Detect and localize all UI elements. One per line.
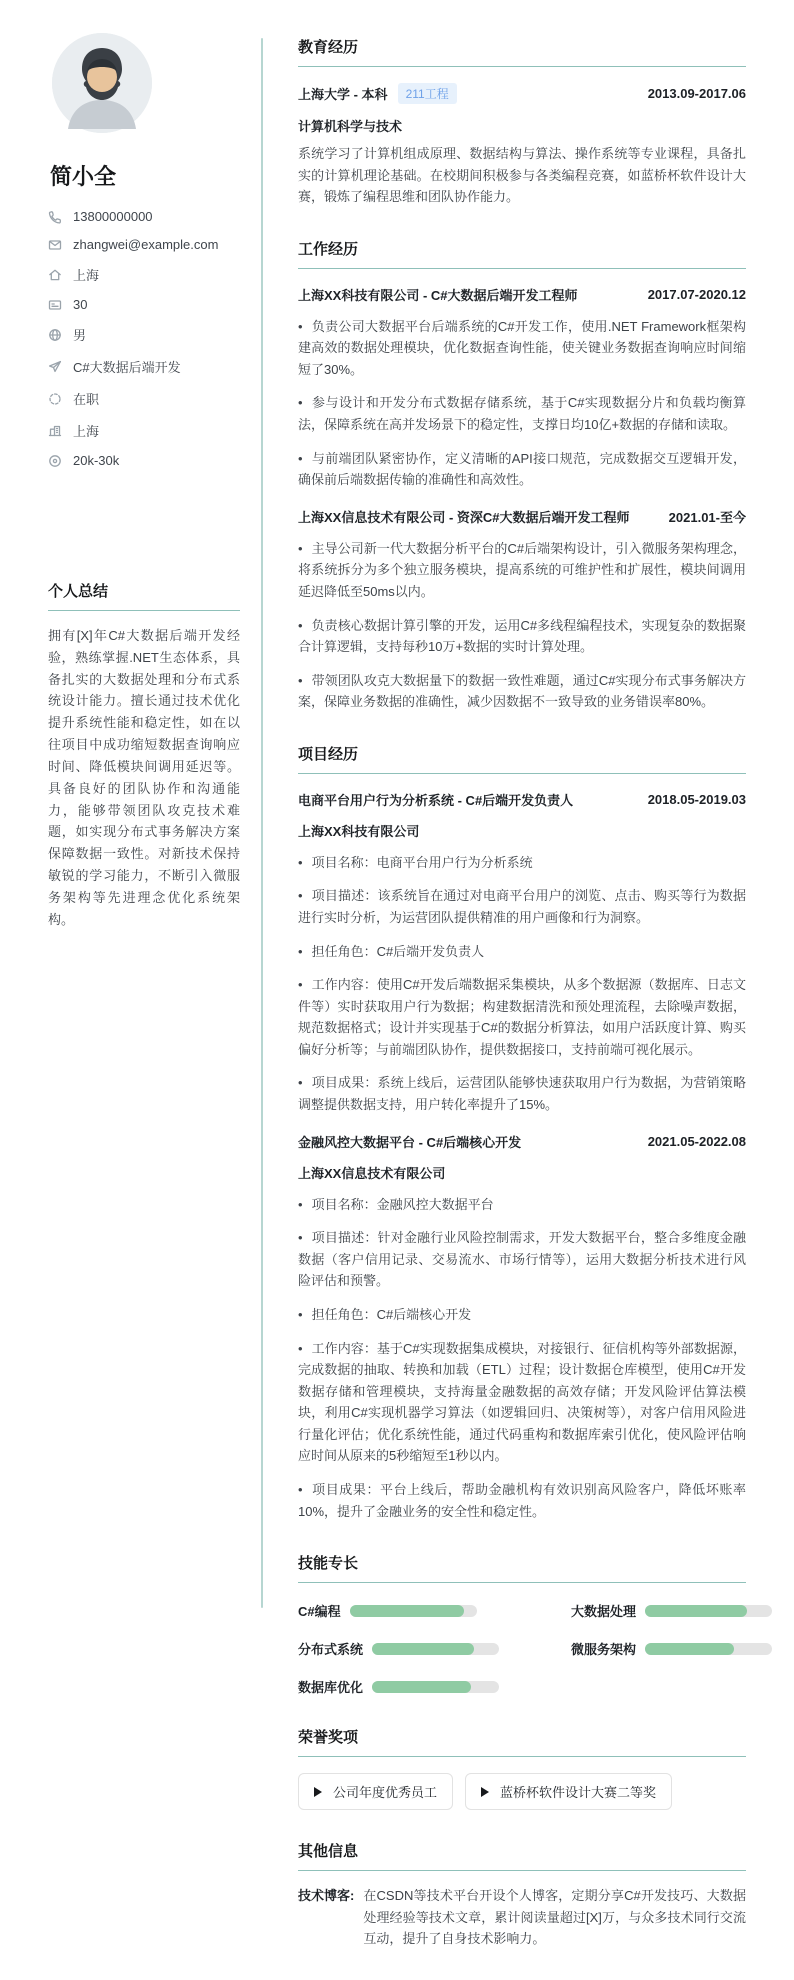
bullet-text: 项目描述：该系统旨在通过对电商平台用户的浏览、点击、购买等行为数据进行实时分析，为运营团队提供精准的用户画像和行为洞察。 [298,888,746,925]
skill-item [571,1601,772,1620]
project-bullets [298,852,746,1116]
contact-salary [48,453,240,468]
skill-bar-fill [372,1681,471,1693]
skill-bar-fill [350,1605,464,1617]
bullet-item [298,885,746,928]
other-info-text: 在CSDN等技术平台开设个人博客，定期分享C#开发技巧、大数据处理经验等技术文章，累计阅读量超过[X]万，与众多技术同行交流互动，提升了自身技术影响力。 [363,1888,746,1947]
education-entry [298,83,746,208]
contact-value: 上海 [73,268,100,283]
sidebar-divider-line [261,38,263,1608]
bullet-item [298,852,746,874]
sidebar [48,33,240,931]
bullet-dot-icon: • [298,1196,303,1212]
bullet-text: 工作内容：使用C#开发后端数据采集模块，从多个数据源（数据库、日志文件等）实时获取用户行为数据；构建数据清洗和预处理流程，去除噪声数据，规范数据格式；设计并实现基于C#的数据分析算法，如用户活跃度计算、购买偏好分析等；与前端团队协作，提供数据接口，支持前端可视化展示。 [298,977,746,1057]
skill-label: C#编程 [298,1604,341,1620]
education-major: 计算机科学与技术 [298,119,403,134]
bullet-item [298,615,746,658]
bullet-text: 带领团队攻克大数据量下的数据一致性难题，通过C#实现分布式事务解决方案，保障业务数据的准确性，减少因数据不一致导致的业务错误率80%。 [298,672,746,710]
job-date: 2017.07-2020.12 [647,286,746,302]
honor-badge[interactable] [298,1773,453,1810]
project-date: 2018.05-2019.03 [647,791,746,807]
project-entry [298,790,746,1116]
contact-job-intention [48,357,240,376]
bullet-text: 参与设计和开发分布式数据存储系统，基于C#实现数据分片和负载均衡算法，保障系统在高并发场景下的稳定性，支撑日均10亿+数据的存储和读取。 [298,395,746,433]
other-info-title: 其他信息 [298,1840,746,1871]
contact-age [48,297,240,312]
bullet-item [298,1338,746,1467]
section-honors [298,1726,746,1810]
avatar-photo-icon [52,33,152,133]
contact-value: zhangwei@example.com [73,237,219,252]
job-bullets [298,538,746,713]
section-personal-summary [48,580,240,931]
play-icon [314,1787,322,1797]
bullet-dot-icon: • [298,1075,303,1091]
section-other-info [298,1840,746,1950]
bullet-dot-icon: • [298,888,303,904]
bullet-item [298,1227,746,1292]
bullet-text: 工作内容：基于C#实现数据集成模块，对接银行、征信机构等外部数据源，完成数据的抽取、转换和加载（ETL）过程；设计数据仓库模型，使用C#开发数据存储和管理模块，支持海量金融数据的高效存储；开发风险评估算法模块，利用C#实现机器学习算法（如逻辑回归、决策树等），对客户信用风险进行量化评估；优化系统性能，通过代码重构和数据库索引优化，使风险评估响应时间从原来的5秒缩短至1秒以内。 [298,1340,746,1464]
other-info-row [298,1885,746,1950]
contact-job-status [48,389,240,408]
section-projects [298,743,746,1522]
skill-item [571,1639,772,1658]
work-title: 工作经历 [298,238,746,269]
section-education [298,36,746,208]
bullet-item [298,538,746,603]
contact-work-city [48,421,240,440]
skill-label: 微服务架构 [571,1642,637,1658]
section-work [298,238,746,713]
honors-title: 荣誉奖项 [298,1726,746,1757]
project-date: 2021.05-2022.08 [647,1133,746,1149]
bullet-dot-icon: • [298,318,303,334]
project-company: 上海XX科技有限公司 [298,823,420,839]
bullet-dot-icon: • [298,943,303,959]
bullet-dot-icon: • [298,617,303,633]
education-date: 2013.09-2017.06 [647,86,746,101]
project-heading: 金融风控大数据平台 - C#后端核心开发 [298,1134,522,1150]
bullet-dot-icon: • [298,977,303,993]
summary-title: 个人总结 [48,580,240,611]
contact-value: 男 [73,328,87,343]
education-entry-head [298,83,746,104]
mail-icon [48,238,62,252]
contact-value: 20k-30k [73,453,120,468]
globe-icon [48,328,62,342]
avatar [52,33,152,133]
bullet-item [298,1072,746,1115]
skill-item [298,1601,531,1620]
status-icon [48,392,62,406]
honor-list [298,1773,746,1810]
contact-phone [48,209,240,224]
bullet-text: 负责核心数据计算引擎的开发，运用C#多线程编程技术，实现复杂的数据聚合计算逻辑，支持每秒10万+数据的实时计算处理。 [298,617,746,655]
contact-gender [48,325,240,344]
school-badge: 211工程 [398,83,457,104]
id-card-icon [48,298,62,312]
skill-bar-fill [645,1605,747,1617]
skill-bar-fill [645,1643,734,1655]
bullet-item [298,941,746,963]
skills-grid [298,1601,746,1696]
work-entry [298,285,746,491]
skill-bar-track [372,1681,499,1693]
bullet-dot-icon: • [298,540,303,556]
honor-label: 公司年度优秀员工 [333,1785,438,1801]
job-date: 2021.01-至今 [668,509,746,525]
contact-value: 在职 [73,392,100,407]
skill-label: 大数据处理 [571,1604,637,1620]
job-heading: 上海XX信息技术有限公司 - 资深C#大数据后端开发工程师 [298,509,630,525]
skill-bar-track [645,1643,772,1655]
bullet-item [298,392,746,435]
bullet-text: 项目成果：平台上线后，帮助金融机构有效识别高风险客户，降低坏账率10%，提升了金融业务的安全性和稳定性。 [298,1481,746,1519]
bullet-dot-icon: • [298,450,303,466]
skill-label: 分布式系统 [298,1642,364,1658]
work-entry-head [298,507,746,526]
bullet-text: 项目名称：电商平台用户行为分析系统 [311,854,533,870]
skill-bar-track [372,1643,499,1655]
contact-value: C#大数据后端开发 [73,360,181,375]
honor-badge[interactable] [465,1773,672,1810]
bullet-text: 与前端团队紧密协作，定义清晰的API接口规范，完成数据交互逻辑开发，确保前后端数据传输的准确性和高效性。 [298,450,746,488]
project-entry-head [298,1132,746,1151]
bullet-text: 项目描述：针对金融行业风险控制需求，开发大数据平台，整合多维度金融数据（客户信用记录、交易流水、市场行情等），运用大数据分析技术进行风险评估和预警。 [298,1230,746,1289]
bullet-item [298,316,746,381]
candidate-name: 简小全 [50,164,117,189]
bullet-text: 项目名称：金融风控大数据平台 [311,1196,494,1212]
summary-text: 拥有[X]年C#大数据后端开发经验，熟练掌握.NET生态体系，具备扎实的大数据处理和分布式系统设计能力。擅长通过技术优化提升系统性能和稳定性，如在以往项目中成功缩短数据查询响应时间、降低模块间调用延迟等。具备良好的团队协作和沟通能力，能够带领团队攻克技术难题，如实现分布式事务解决方案保障数据一致性。对新技术保持敏锐的学习能力，不断引入微服务架构等先进理念优化系统架构。 [48,628,240,927]
bullet-item [298,670,746,713]
skill-bar-track [350,1605,477,1617]
work-entry-head [298,285,746,304]
project-entry [298,1132,746,1523]
skill-label: 数据库优化 [298,1680,364,1696]
bullet-dot-icon: • [298,1340,303,1356]
home-icon [48,268,62,282]
project-company: 上海XX信息技术有限公司 [298,1165,446,1181]
bullet-text: 担任角色：C#后端开发负责人 [311,943,485,959]
project-bullets [298,1194,746,1523]
bullet-item [298,448,746,491]
education-entry-left [298,83,457,104]
contact-value: 30 [73,297,88,312]
bullet-item [298,1194,746,1216]
skill-bar-fill [372,1643,474,1655]
job-heading: 上海XX科技有限公司 - C#大数据后端开发工程师 [298,287,578,303]
contact-hometown [48,265,240,284]
main-content [298,36,746,1980]
phone-icon [48,210,62,224]
send-icon [48,360,62,374]
other-info-label: 技术博客: [298,1888,355,1904]
work-entry [298,507,746,713]
contact-list [48,209,240,468]
bullet-dot-icon: • [298,1481,303,1497]
education-description: 系统学习了计算机组成原理、数据结构与算法、操作系统等专业课程，具备扎实的计算机理论基础。在校期间积极参与各类编程竞赛，如蓝桥杯软件设计大赛，锻炼了编程思维和团队协作能力。 [298,146,746,205]
bullet-text: 担任角色：C#后端核心开发 [311,1306,472,1322]
bullet-dot-icon: • [298,395,303,411]
project-entry-head [298,790,746,809]
bullet-dot-icon: • [298,1230,303,1246]
bullet-item [298,1304,746,1326]
bullet-text: 项目成果：系统上线后，运营团队能够快速获取用户行为数据，为营销策略调整提供数据支持，用户转化率提升了15%。 [298,1075,746,1113]
bullet-dot-icon: • [298,672,303,688]
projects-title: 项目经历 [298,743,746,774]
contact-value: 13800000000 [73,209,153,224]
contact-value: 上海 [73,424,100,439]
target-icon [48,454,62,468]
skills-title: 技能专长 [298,1552,746,1583]
bullet-dot-icon: • [298,854,303,870]
honor-label: 蓝桥杯软件设计大赛二等奖 [500,1785,657,1801]
bullet-dot-icon: • [298,1306,303,1322]
play-icon [481,1787,489,1797]
building-icon [48,424,62,438]
bullet-text: 主导公司新一代大数据分析平台的C#后端架构设计，引入微服务架构理念，将系统拆分为多个独立服务模块，提高系统的可维护性和扩展性，模块间调用延迟降低至50ms以内。 [298,540,746,599]
job-bullets [298,316,746,491]
skill-bar-track [645,1605,772,1617]
school-name: 上海大学 - 本科 [298,87,388,102]
skill-item [298,1677,531,1696]
bullet-item [298,1479,746,1522]
education-title: 教育经历 [298,36,746,67]
section-skills [298,1552,746,1696]
skill-item [298,1639,531,1658]
bullet-item [298,974,746,1060]
contact-email [48,237,240,252]
bullet-text: 负责公司大数据平台后端系统的C#开发工作，使用.NET Framework框架构建高效的数据处理模块，优化数据查询性能，使关键业务数据查询响应时间缩短了30%。 [298,318,746,377]
project-heading: 电商平台用户行为分析系统 - C#后端开发负责人 [298,792,574,808]
